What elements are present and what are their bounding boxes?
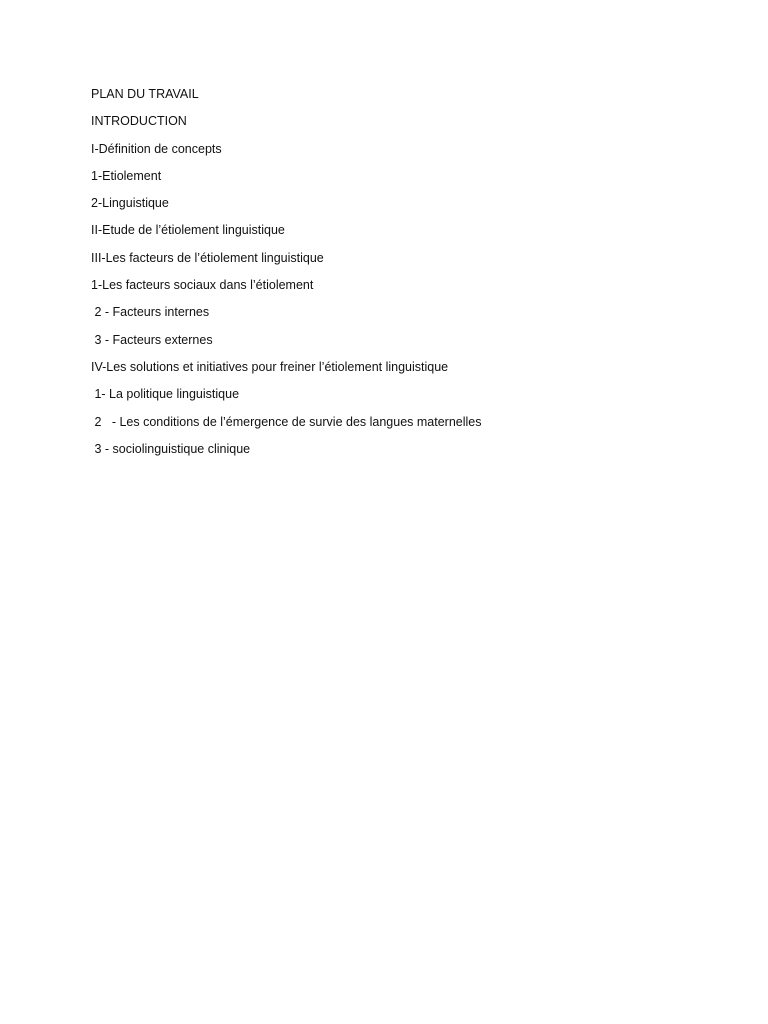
- plan-subsection-4-2: 2 - Les conditions de l’émergence de survie des langues maternelles: [91, 414, 482, 429]
- plan-title: PLAN DU TRAVAIL: [91, 87, 199, 101]
- plan-section-3: III-Les facteurs de l’étiolement linguistique: [91, 250, 324, 265]
- plan-subsection-4-1: 1- La politique linguistique: [91, 387, 240, 402]
- plan-subsection-3-1: 1-Les facteurs sociaux dans l’étiolement: [91, 278, 314, 293]
- plan-list: [91, 85, 482, 467]
- plan-subsection-3-3: 3 - Facteurs externes: [91, 332, 213, 347]
- plan-subsection-3-2: 2 - Facteurs internes: [91, 305, 210, 320]
- plan-subsection-1-1: 1-Etiolement: [91, 168, 162, 183]
- plan-subsection-4-3: 3 - sociolinguistique clinique: [91, 441, 251, 456]
- plan-section-2: II-Etude de l’étiolement linguistique: [91, 223, 285, 238]
- plan-line-introduction: INTRODUCTION: [91, 114, 187, 129]
- plan-subsection-1-2: 2-Linguistique: [91, 196, 169, 211]
- plan-section-4: IV-Les solutions et initiatives pour freiner l’étiolement linguistique: [91, 359, 449, 374]
- plan-section-1: I-Définition de concepts: [91, 141, 222, 156]
